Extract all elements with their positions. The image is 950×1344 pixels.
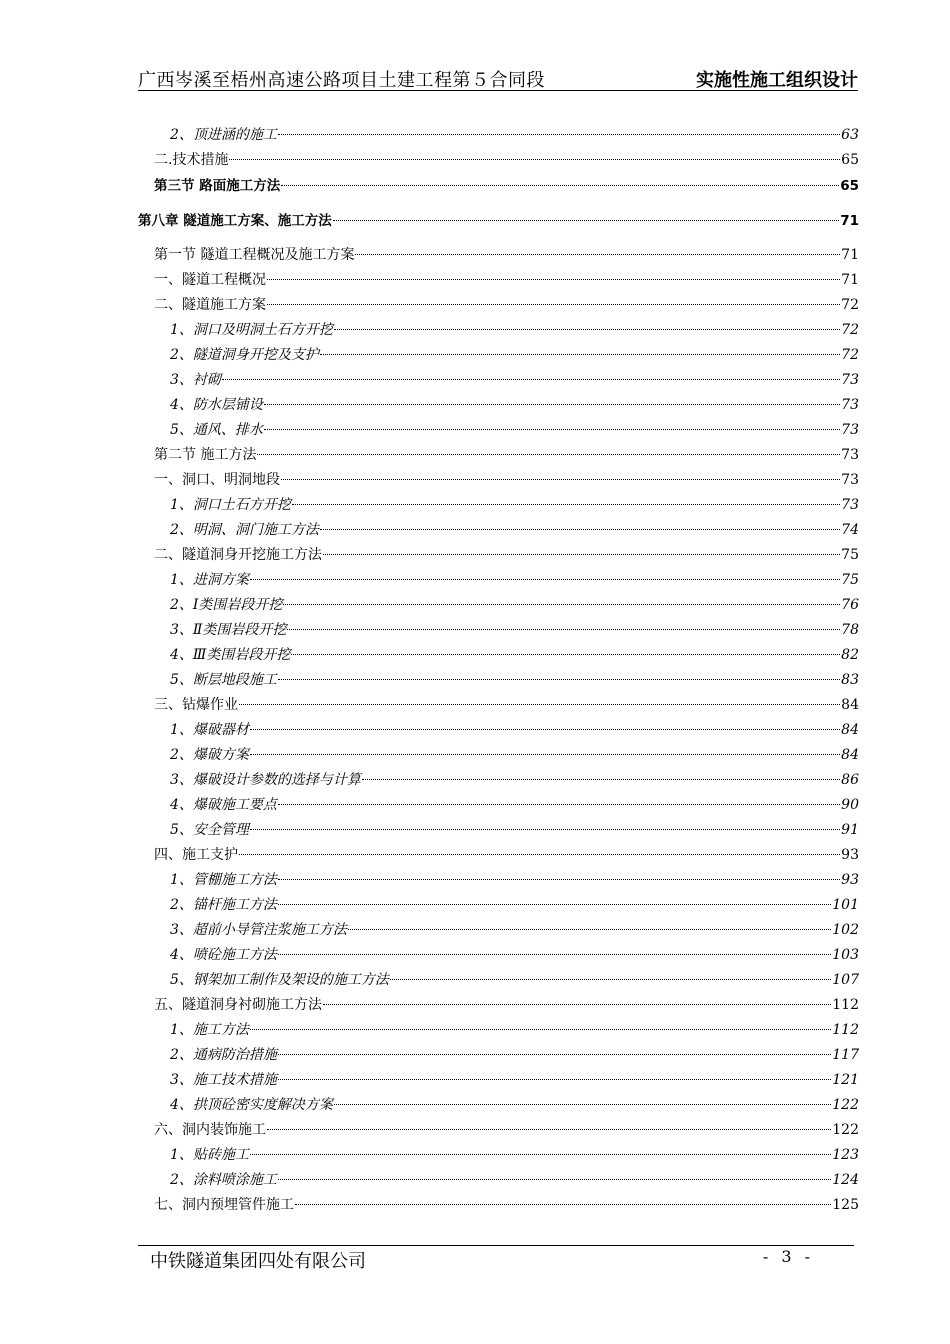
toc-leader-dots: [323, 1004, 831, 1005]
toc-leader-dots: [278, 1054, 831, 1055]
toc-leader-dots: [250, 829, 840, 830]
header-document-title: 实施性施工组织设计: [696, 70, 858, 91]
toc-leader-dots: [278, 134, 840, 135]
toc-entry-page-number: 75: [841, 547, 859, 563]
toc-entry[interactable]: [138, 519, 859, 539]
toc-leader-dots: [278, 804, 840, 805]
toc-entry-page-number: 72: [841, 297, 859, 313]
toc-entry-page-number: 122: [832, 1097, 859, 1113]
toc-entry-label: 5、安全管理: [170, 822, 249, 838]
toc-entry-label: 一、洞口、明洞地段: [154, 472, 280, 488]
toc-entry-page-number: 74: [841, 522, 859, 538]
toc-leader-dots: [264, 404, 840, 405]
toc-leader-dots: [281, 185, 839, 186]
toc-entry-page-number: 65: [840, 178, 859, 194]
toc-entry-label: 四、施工支护: [154, 847, 238, 863]
toc-leader-dots: [362, 779, 840, 780]
toc-entry-page-number: 73: [841, 497, 859, 513]
toc-entry[interactable]: [138, 174, 859, 194]
toc-leader-dots: [278, 1079, 831, 1080]
toc-entry-page-number: 72: [841, 347, 859, 363]
toc-entry-page-number: 124: [832, 1172, 859, 1188]
toc-entry[interactable]: [138, 694, 859, 714]
toc-leader-dots: [287, 629, 840, 630]
toc-entry-page-number: 93: [841, 872, 859, 888]
toc-leader-dots: [250, 1029, 831, 1030]
toc-entry-page-number: 63: [841, 127, 859, 143]
toc-entry-label: 4、拱顶砼密实度解决方案: [170, 1097, 333, 1113]
toc-entry-page-number: 71: [840, 213, 859, 229]
toc-entry[interactable]: [138, 209, 859, 229]
toc-entry[interactable]: [138, 844, 859, 864]
toc-entry[interactable]: [138, 1119, 859, 1139]
toc-entry-page-number: 125: [832, 1197, 859, 1213]
toc-entry-label: 三、钻爆作业: [154, 697, 238, 713]
toc-entry[interactable]: [138, 619, 859, 639]
toc-entry-page-number: 84: [841, 747, 859, 763]
toc-entry[interactable]: [138, 394, 859, 414]
toc-entry-label: 1、洞口土石方开挖: [170, 497, 291, 513]
toc-entry-label: 五、隧道洞身衬砌施工方法: [154, 997, 322, 1013]
toc-entry-page-number: 83: [841, 672, 859, 688]
toc-entry-page-number: 73: [841, 397, 859, 413]
toc-entry[interactable]: [138, 124, 859, 144]
toc-leader-dots: [295, 1204, 831, 1205]
toc-entry-page-number: 122: [832, 1122, 859, 1138]
page-header: [138, 64, 858, 91]
toc-entry-page-number: 73: [841, 447, 859, 463]
toc-leader-dots: [278, 679, 840, 680]
toc-entry[interactable]: [138, 919, 859, 939]
toc-leader-dots: [278, 904, 831, 905]
toc-entry[interactable]: [138, 544, 859, 564]
toc-entry[interactable]: [138, 1144, 859, 1164]
toc-entry-label: 1、管棚施工方法: [170, 872, 277, 888]
toc-entry[interactable]: [138, 369, 859, 389]
toc-leader-dots: [333, 220, 840, 221]
toc-entry-page-number: 107: [832, 972, 859, 988]
toc-entry-label: 第一节 隧道工程概况及施工方案: [154, 247, 355, 263]
toc-entry[interactable]: [138, 149, 859, 169]
toc-entry[interactable]: [138, 569, 859, 589]
toc-entry-page-number: 82: [841, 647, 859, 663]
toc-leader-dots: [320, 529, 840, 530]
header-project-title: 广西岑溪至梧州高速公路项目土建工程第５合同段: [138, 70, 545, 91]
toc-entry-label: 七、洞内预埋管件施工: [154, 1197, 294, 1213]
toc-entry[interactable]: [138, 319, 859, 339]
toc-entry[interactable]: [138, 644, 859, 664]
toc-entry-label: 1、进洞方案: [170, 572, 249, 588]
toc-entry-label: 4、喷砼施工方法: [170, 947, 277, 963]
toc-entry[interactable]: [138, 344, 859, 364]
toc-entry-label: 2、爆破方案: [170, 747, 249, 763]
toc-entry-label: 2、通病防治措施: [170, 1047, 277, 1063]
toc-entry-page-number: 86: [841, 772, 859, 788]
toc-entry-label: 二、隧道施工方案: [154, 297, 266, 313]
toc-leader-dots: [278, 1179, 831, 1180]
toc-entry[interactable]: [138, 1069, 859, 1089]
toc-entry-page-number: 76: [841, 597, 859, 613]
toc-entry-page-number: 102: [832, 922, 859, 938]
toc-leader-dots: [222, 379, 840, 380]
toc-entry-page-number: 65: [841, 152, 859, 168]
toc-entry-label: 二、隧道洞身开挖施工方法: [154, 547, 322, 563]
toc-entry-label: 第二节 施工方法: [154, 447, 257, 463]
toc-entry-label: 5、断层地段施工: [170, 672, 277, 688]
toc-entry-label: 1、爆破器材: [170, 722, 249, 738]
toc-entry[interactable]: [138, 669, 859, 689]
toc-leader-dots: [264, 429, 840, 430]
toc-entry-page-number: 73: [841, 472, 859, 488]
toc-entry[interactable]: [138, 994, 859, 1014]
toc-entry-label: 一、隧道工程概况: [154, 272, 266, 288]
toc-entry[interactable]: [138, 494, 859, 514]
toc-entry[interactable]: [138, 819, 859, 839]
toc-entry-label: 3、施工技术措施: [170, 1072, 277, 1088]
toc-entry-label: 2、涂料喷涂施工: [170, 1172, 277, 1188]
toc-leader-dots: [267, 304, 840, 305]
toc-leader-dots: [283, 604, 840, 605]
toc-entry-label: 二.技术措施: [154, 152, 229, 168]
toc-entry-label: 1、洞口及明洞土石方开挖: [170, 322, 333, 338]
toc-entry-label: 2、隧道洞身开挖及支护: [170, 347, 319, 363]
toc-entry-page-number: 112: [832, 997, 859, 1013]
toc-entry-page-number: 71: [841, 272, 859, 288]
toc-entry-page-number: 117: [832, 1047, 859, 1063]
toc-leader-dots: [250, 729, 840, 730]
toc-entry-page-number: 84: [841, 697, 859, 713]
toc-leader-dots: [390, 979, 831, 980]
footer-page-number: - 3 -: [762, 1247, 814, 1266]
toc-leader-dots: [291, 654, 840, 655]
toc-leader-dots: [267, 1129, 831, 1130]
toc-entry-label: 4、Ⅲ类围岩段开挖: [170, 647, 291, 663]
toc-leader-dots: [334, 329, 840, 330]
toc-entry-page-number: 72: [841, 322, 859, 338]
toc-entry-page-number: 103: [832, 947, 859, 963]
toc-entry-label: 3、爆破设计参数的选择与计算: [170, 772, 361, 788]
page-footer: [138, 1245, 854, 1270]
toc-entry-label: 5、通风、排水: [170, 422, 263, 438]
toc-leader-dots: [355, 254, 840, 255]
toc-entry[interactable]: [138, 1194, 859, 1214]
toc-entry[interactable]: [138, 944, 859, 964]
toc-entry[interactable]: [138, 1169, 859, 1189]
toc-leader-dots: [278, 954, 831, 955]
toc-entry-page-number: 75: [841, 572, 859, 588]
toc-leader-dots: [267, 279, 840, 280]
toc-entry-label: 六、洞内装饰施工: [154, 1122, 266, 1138]
toc-entry-page-number: 112: [832, 1022, 859, 1038]
toc-entry[interactable]: [138, 869, 859, 889]
toc-leader-dots: [292, 504, 840, 505]
toc-leader-dots: [250, 754, 840, 755]
toc-entry-label: 2、锚杆施工方法: [170, 897, 277, 913]
toc-leader-dots: [239, 854, 840, 855]
toc-entry-label: 3、超前小导管注浆施工方法: [170, 922, 347, 938]
toc-entry-label: 2、Ⅰ类围岩段开挖: [170, 597, 283, 613]
toc-leader-dots: [250, 1154, 831, 1155]
toc-entry-label: 2、明洞、洞门施工方法: [170, 522, 319, 538]
toc-entry[interactable]: [138, 969, 859, 989]
toc-entry-label: 2、顶进涵的施工: [170, 127, 277, 143]
toc-entry-label: 3、衬砌: [170, 372, 221, 388]
toc-entry-page-number: 73: [841, 422, 859, 438]
toc-entry[interactable]: [138, 1019, 859, 1039]
toc-entry[interactable]: [138, 244, 859, 264]
toc-entry-page-number: 101: [832, 897, 859, 913]
toc-entry[interactable]: [138, 469, 859, 489]
toc-entry[interactable]: [138, 794, 859, 814]
footer-company-name: 中铁隧道集团四处有限公司: [150, 1251, 366, 1272]
toc-leader-dots: [348, 929, 831, 930]
toc-entry-page-number: 123: [832, 1147, 859, 1163]
toc-entry[interactable]: [138, 444, 859, 464]
toc-entry[interactable]: [138, 719, 859, 739]
toc-entry-label: 第三节 路面施工方法: [154, 178, 281, 194]
toc-entry-label: 1、贴砖施工: [170, 1147, 249, 1163]
toc-entry-page-number: 91: [841, 822, 859, 838]
toc-entry-page-number: 71: [841, 247, 859, 263]
toc-entry-page-number: 78: [841, 622, 859, 638]
toc-leader-dots: [229, 159, 840, 160]
toc-leader-dots: [320, 354, 840, 355]
toc-entry[interactable]: [138, 594, 859, 614]
toc-entry[interactable]: [138, 1044, 859, 1064]
toc-entry-label: 1、施工方法: [170, 1022, 249, 1038]
toc-entry-label: 4、爆破施工要点: [170, 797, 277, 813]
toc-entry-page-number: 121: [832, 1072, 859, 1088]
toc-entry-page-number: 73: [841, 372, 859, 388]
toc-entry[interactable]: [138, 769, 859, 789]
toc-entry-label: 3、Ⅱ类围岩段开挖: [170, 622, 287, 638]
toc-leader-dots: [281, 479, 840, 480]
toc-entry[interactable]: [138, 269, 859, 289]
toc-entry[interactable]: [138, 1094, 859, 1114]
toc-entry[interactable]: [138, 744, 859, 764]
toc-entry-page-number: 93: [841, 847, 859, 863]
toc-leader-dots: [323, 554, 840, 555]
toc-entry-page-number: 90: [841, 797, 859, 813]
toc-leader-dots: [334, 1104, 831, 1105]
toc-leader-dots: [250, 579, 840, 580]
toc-entry-label: 5、钢架加工制作及架设的施工方法: [170, 972, 389, 988]
toc-leader-dots: [239, 704, 840, 705]
toc-entry-label: 第八章 隧道施工方案、施工方法: [138, 213, 332, 229]
toc-entry[interactable]: [138, 894, 859, 914]
toc-entry-page-number: 84: [841, 722, 859, 738]
toc-entry[interactable]: [138, 419, 859, 439]
toc-leader-dots: [278, 879, 840, 880]
toc-entry-label: 4、防水层铺设: [170, 397, 263, 413]
toc-leader-dots: [257, 454, 840, 455]
toc-entry[interactable]: [138, 294, 859, 314]
